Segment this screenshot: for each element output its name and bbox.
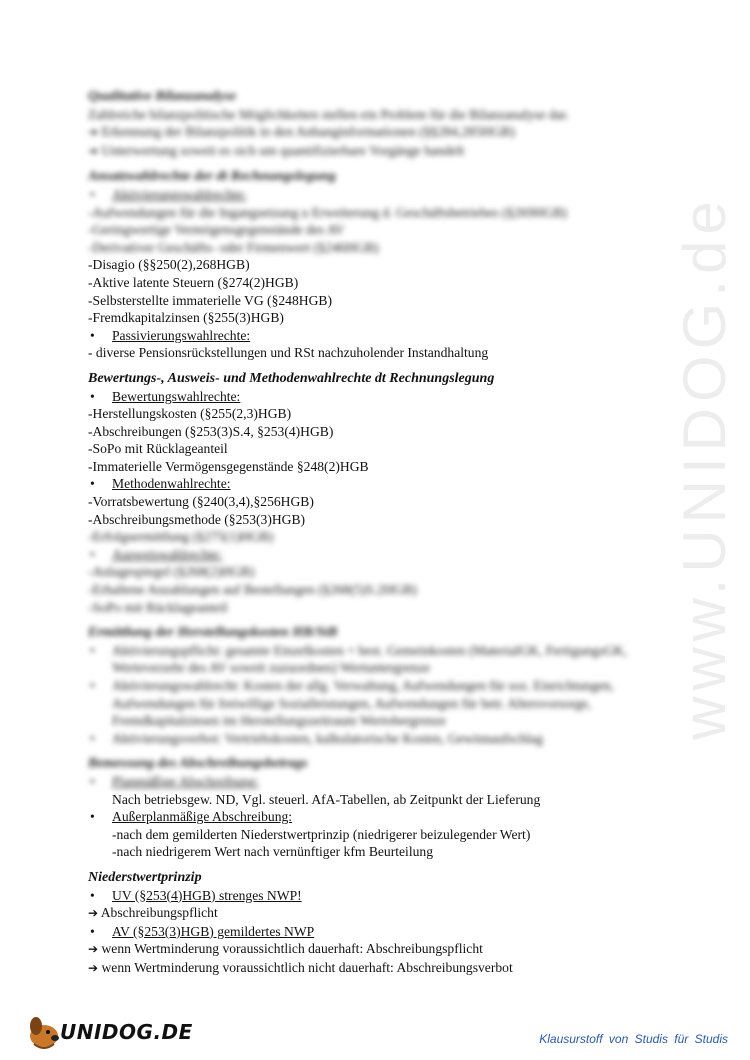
bullet-item: • AV (§253(3)HGB) gemildertes NWP xyxy=(88,923,678,941)
text-line: -Disagio (§§250(2),268HGB) xyxy=(88,257,250,273)
arrow-icon: ➔ xyxy=(88,942,99,957)
clear-section-niederstwertprinzip xyxy=(88,869,678,978)
bullet-item: • Passivierungswahlrechte: xyxy=(88,327,678,345)
text-line: -Geringwertige Vermögensgegenstände des AV xyxy=(88,222,345,238)
text-line: -Abschreibungsmethode (§253(3)HGB) xyxy=(88,511,306,527)
heading-herstellungskosten: Ermittlung der Herstellungskosten HB/StB xyxy=(88,625,338,641)
clear-section-abschreibung xyxy=(88,791,678,861)
arrow-icon: ➔ xyxy=(88,960,99,975)
text-line: -Vorratsbewertung (§240(3,4),§256HGB) xyxy=(88,494,314,510)
text-line: -Aktive latente Steuern (§274(2)HGB) xyxy=(88,274,299,290)
text-line: ➔ wenn Wertminderung voraussichtlich dauerhaft: Abschreibungspflicht xyxy=(88,941,483,957)
bullet-item: • Aktivierungsverbot: Vertriebskosten, kalkulatorische Kosten, Gewinnaufschlag xyxy=(88,730,678,748)
text-line: ➔ Abschreibungspflicht xyxy=(88,905,218,921)
text-line: -Herstellungskosten (§255(2,3)HGB) xyxy=(88,406,292,422)
text-line: -Immaterielle Vermögensgegenstände §248(2)HGB xyxy=(88,458,369,474)
text-line: - diverse Pensionsrückstellungen und RSt nachzuholender Instandhaltung xyxy=(88,345,489,361)
bullet-item: • Ausweiswahlrechte: xyxy=(88,546,678,564)
bullet-item: • UV (§253(4)HGB) strenges NWP! xyxy=(88,887,678,905)
text-line: -Selbsterstellte immaterielle VG (§248HGB) xyxy=(88,292,333,308)
text-line: -Erhaltene Anzahlungen auf Bestellungen (§268(5)S.2HGB) xyxy=(88,582,417,598)
arrow-icon: ➔ xyxy=(88,125,99,140)
heading-niederstwertprinzip: Niederstwertprinzip xyxy=(88,869,202,885)
text-line: -Derivativer Geschäfts- oder Firmenwert (§246HGB) xyxy=(88,239,379,255)
text-line: -nach niedrigerem Wert nach vernünftiger kfm Beurteilung xyxy=(112,844,434,860)
heading-abschreibungsbetrag: Bemessung des Abschreibungsbetrags xyxy=(88,756,308,772)
footer-tagline: Klausurstoff von Studis für Studis xyxy=(539,1032,728,1046)
arrow-icon: ➔ xyxy=(88,143,99,158)
text-line: -nach dem gemilderten Niederstwertprinzip (niedrigerer beizulegender Wert) xyxy=(112,826,531,842)
text-line: -SoPo mit Rücklageanteil xyxy=(88,599,228,615)
heading-ansatzwahlrechte: Ansatzwahlrechte der dt Rechnungslegung xyxy=(88,169,336,185)
blurred-top-section xyxy=(88,88,678,256)
clear-section-bewertung xyxy=(88,370,678,528)
bullet-item: • Bewertungswahlrechte: xyxy=(88,388,678,406)
text-line: ➔ wenn Wertminderung voraussichtlich nicht dauerhaft: Abschreibungsverbot xyxy=(88,959,513,975)
bullet-item: • Planmäßige Abschreibung: xyxy=(88,773,678,791)
text-line: -Fremdkapitalzinsen (§255(3)HGB) xyxy=(88,310,284,326)
arrow-icon: ➔ xyxy=(88,906,99,921)
clear-section-aktivierung xyxy=(88,256,678,362)
bullet-item: • Aktivierungswahlrechte: xyxy=(88,186,678,204)
text-line: -Abschreibungen (§253(3)S.4, §253(4)HGB) xyxy=(88,423,334,439)
heading-qualitative-bilanzanalyse: Qualitative Bilanzanalyse xyxy=(88,89,237,104)
text-line: ➔ Erkennung der Bilanzpolitik in den Anhanginformationen (§§284,285HGB) xyxy=(88,124,515,140)
bullet-item: • Aktivierungspflicht: gesamte Einzelkosten + best. Gemeinkosten (MaterialGK, FertigungsGK, Werteverzehr des AV soweit zuzuordnen) Wertuntergrenze xyxy=(88,642,678,677)
blurred-middle-section xyxy=(88,528,678,790)
text-line: Nach betriebsgew. ND, Vgl. steuerl. AfA-Tabellen, ab Zeitpunkt der Lieferung xyxy=(112,791,541,807)
text-line: -Erfolgsermittlung (§275(1)HGB) xyxy=(88,529,274,545)
text-line: ➔ Unterwertung soweit es sich um quantifizierbare Vorgänge handelt xyxy=(88,142,465,158)
text-line: -SoPo mit Rücklageanteil xyxy=(88,441,228,457)
dog-icon xyxy=(30,1017,59,1048)
bullet-item: • Aktivierungswahlrecht: Kosten der allg. Verwaltung, Aufwendungen für soz. Einrichtungen, Aufwendungen für freiwillige Sozialleistungen, Aufwendungen für betr. Altersvorsorge, Fremdkapitalzinsen im Herstellungszeitraum Wertobergrenze xyxy=(88,677,678,730)
watermark: www.UNIDOG.de xyxy=(671,195,738,740)
text-line: -Aufwendungen für die Ingangsetzung u Erweiterung d. Geschäftsbetriebes (§269HGB) xyxy=(88,204,568,220)
logo-text: UNIDOG.DE xyxy=(60,1020,193,1044)
document-content xyxy=(88,88,678,978)
bullet-item: • Methodenwahlrechte: xyxy=(88,475,678,493)
text-line: -Anlagespiegel (§268(2)HGB) xyxy=(88,564,255,580)
heading-bewertungswahlrechte: Bewertungs-, Ausweis- und Methodenwahlrechte dt Rechnungslegung xyxy=(88,370,495,386)
bullet-item: • Außerplanmäßige Abschreibung: xyxy=(88,808,678,826)
text-line: Zahlreiche bilanzpolitische Möglichkeiten stellen ein Problem für die Bilanzanalyse dar. xyxy=(88,106,569,122)
